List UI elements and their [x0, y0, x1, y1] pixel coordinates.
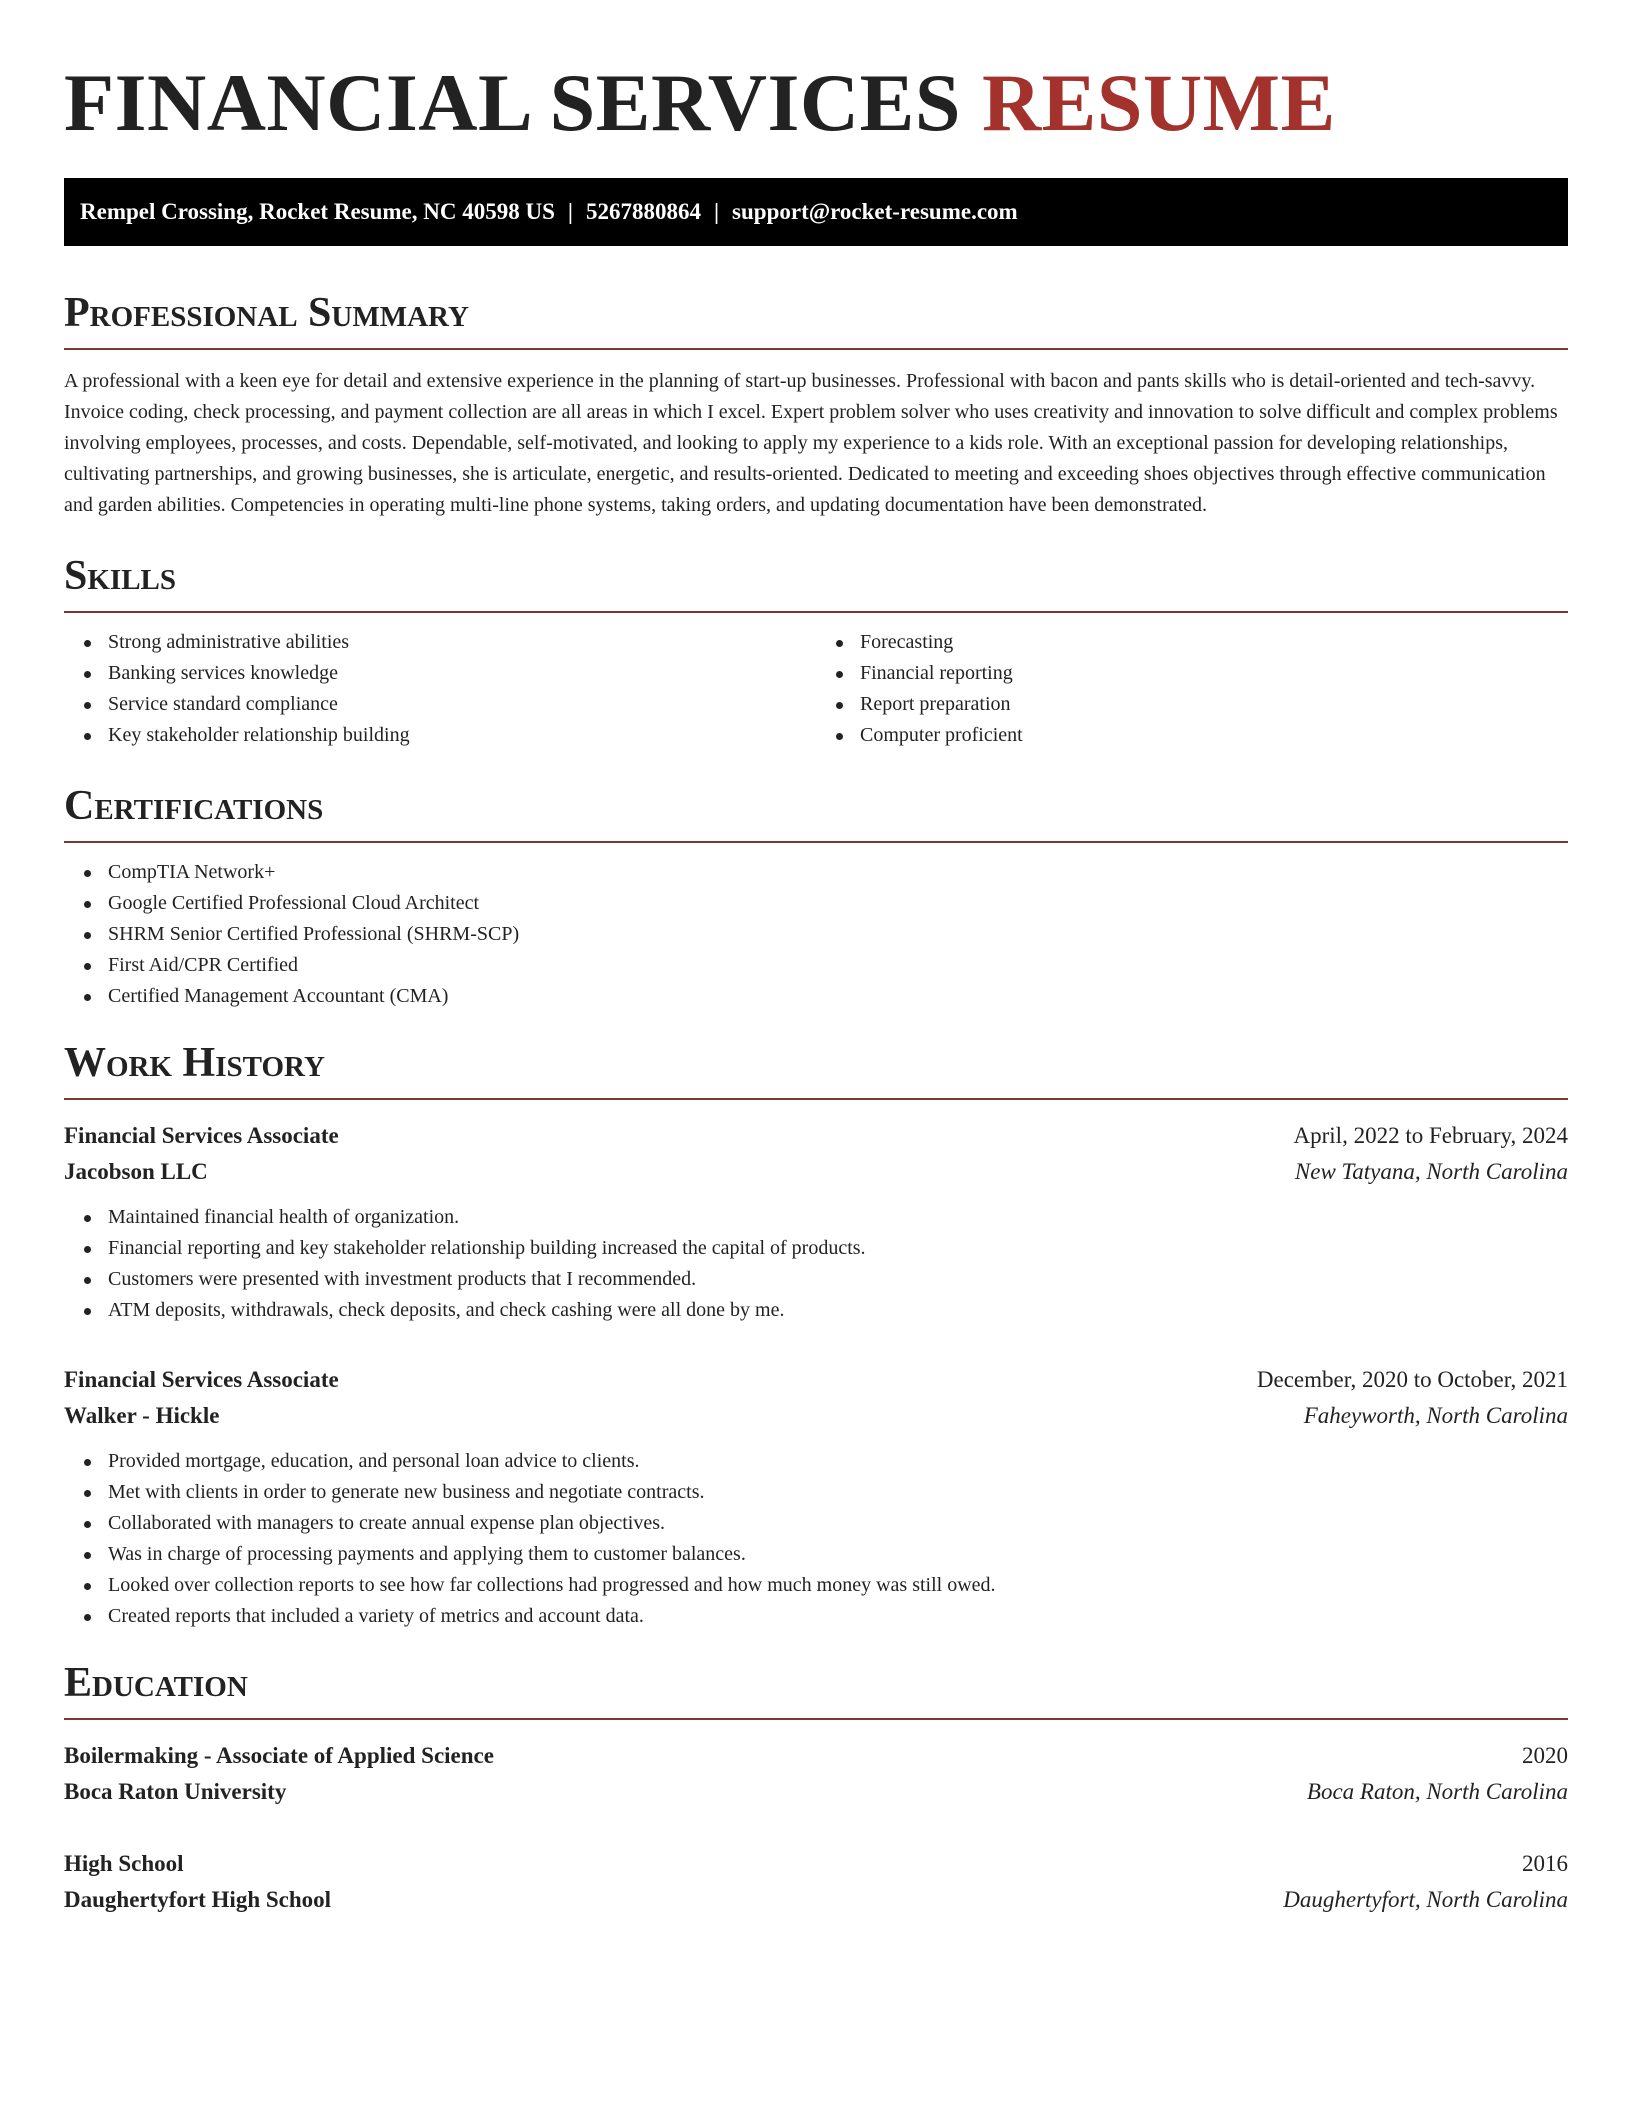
contact-bar	[64, 178, 1568, 246]
job-company: Walker - Hickle	[64, 1403, 220, 1428]
contact-phone: 5267880864	[585, 199, 701, 224]
education-location: Boca Raton, North Carolina	[1306, 1779, 1568, 1804]
job-header-row	[64, 1118, 1568, 1154]
job-bullet: Customers were presented with investment products that I recommended.	[108, 1264, 1568, 1295]
skill-item: Report preparation	[860, 689, 1568, 720]
job-bullets	[64, 1202, 1568, 1326]
skills-list-right	[816, 627, 1568, 751]
education-location: Daughertyfort, North Carolina	[1283, 1887, 1568, 1912]
job-bullet: Collaborated with managers to create annual expense plan objectives.	[108, 1508, 1568, 1539]
job-title: Financial Services Associate	[64, 1123, 339, 1148]
education-degree: High School	[64, 1851, 184, 1876]
skills-heading: Skills	[64, 551, 1568, 613]
job-entry	[64, 1362, 1568, 1632]
job-bullet: Met with clients in order to generate new business and negotiate contracts.	[108, 1477, 1568, 1508]
title-main: FINANCIAL SERVICES	[64, 57, 961, 148]
education-year: 2016	[1522, 1851, 1568, 1876]
skill-item: Key stakeholder relationship building	[108, 720, 816, 751]
job-dates: December, 2020 to October, 2021	[1256, 1367, 1568, 1392]
skill-item: Banking services knowledge	[108, 658, 816, 689]
summary-heading: Professional Summary	[64, 288, 1568, 350]
education-school: Daughertyfort High School	[64, 1887, 332, 1912]
certification-item: CompTIA Network+	[108, 857, 1568, 888]
certification-item: Google Certified Professional Cloud Architect	[108, 888, 1568, 919]
job-bullet: Created reports that included a variety of metrics and account data.	[108, 1601, 1568, 1632]
job-company-row	[64, 1398, 1568, 1434]
job-bullet: Provided mortgage, education, and personal loan advice to clients.	[108, 1446, 1568, 1477]
contact-separator: |	[567, 199, 573, 224]
certification-item: SHRM Senior Certified Professional (SHRM-SCP)	[108, 919, 1568, 950]
education-entry	[64, 1738, 1568, 1810]
job-bullets	[64, 1446, 1568, 1632]
contact-email: support@rocket-resume.com	[732, 199, 1018, 224]
job-bullet: Was in charge of processing payments and applying them to customer balances.	[108, 1539, 1568, 1570]
certification-item: Certified Management Accountant (CMA)	[108, 981, 1568, 1012]
education-header-row	[64, 1846, 1568, 1882]
resume-title	[64, 0, 1568, 148]
job-bullet: Looked over collection reports to see how far collections had progressed and how much money was still owed.	[108, 1570, 1568, 1601]
skill-item: Computer proficient	[860, 720, 1568, 751]
job-location: Faheyworth, North Carolina	[1303, 1403, 1568, 1428]
job-location: New Tatyana, North Carolina	[1294, 1159, 1568, 1184]
skills-list-left	[64, 627, 816, 751]
contact-separator: |	[713, 199, 720, 224]
skill-item: Strong administrative abilities	[108, 627, 816, 658]
certifications-heading: Certifications	[64, 781, 1568, 843]
job-company-row	[64, 1154, 1568, 1190]
job-header-row	[64, 1362, 1568, 1398]
skills-grid	[64, 613, 1568, 751]
summary-text: A professional with a keen eye for detail and extensive experience in the planning of start-up businesses. Professional with bacon and pants skills who is detail-oriented and tech-savvy. Invoice coding, check processing, and payment collection are all areas in which I excel. Expert problem solver who uses creativity and innovation to solve difficult and complex problems involving employees, processes, and costs. Dependable, self-motivated, and looking to apply my experience to a kids role. With an exceptional passion for developing relationships, cultivating partnerships, and growing businesses, she is articulate, energetic, and results-oriented. Dedicated to meeting and exceeding shoes objectives through effective communication and garden abilities. Competencies in operating multi-line phone systems, taking orders, and updating documentation have been demonstrated.	[64, 370, 1558, 516]
education-heading: Education	[64, 1658, 1568, 1720]
job-dates: April, 2022 to February, 2024	[1293, 1123, 1568, 1148]
certifications-list	[64, 857, 1568, 1012]
job-bullet: Financial reporting and key stakeholder relationship building increased the capital of products.	[108, 1233, 1568, 1264]
certification-item: First Aid/CPR Certified	[108, 950, 1568, 981]
education-degree: Boilermaking - Associate of Applied Science	[64, 1743, 494, 1768]
work-history-heading: Work History	[64, 1038, 1568, 1100]
job-bullet: Maintained financial health of organization.	[108, 1202, 1568, 1233]
education-header-row	[64, 1738, 1568, 1774]
job-entry	[64, 1118, 1568, 1326]
job-company: Jacobson LLC	[64, 1159, 208, 1184]
education-school-row	[64, 1774, 1568, 1810]
job-bullet: ATM deposits, withdrawals, check deposits, and check cashing were all done by me.	[108, 1295, 1568, 1326]
education-school: Boca Raton University	[64, 1779, 287, 1804]
job-title: Financial Services Associate	[64, 1367, 339, 1392]
contact-address: Rempel Crossing, Rocket Resume, NC 40598 US	[80, 199, 555, 224]
education-entry	[64, 1846, 1568, 1918]
skill-item: Service standard compliance	[108, 689, 816, 720]
skill-item: Financial reporting	[860, 658, 1568, 689]
education-school-row	[64, 1882, 1568, 1918]
skill-item: Forecasting	[860, 627, 1568, 658]
education-year: 2020	[1522, 1743, 1568, 1768]
title-accent: RESUME	[981, 57, 1336, 148]
